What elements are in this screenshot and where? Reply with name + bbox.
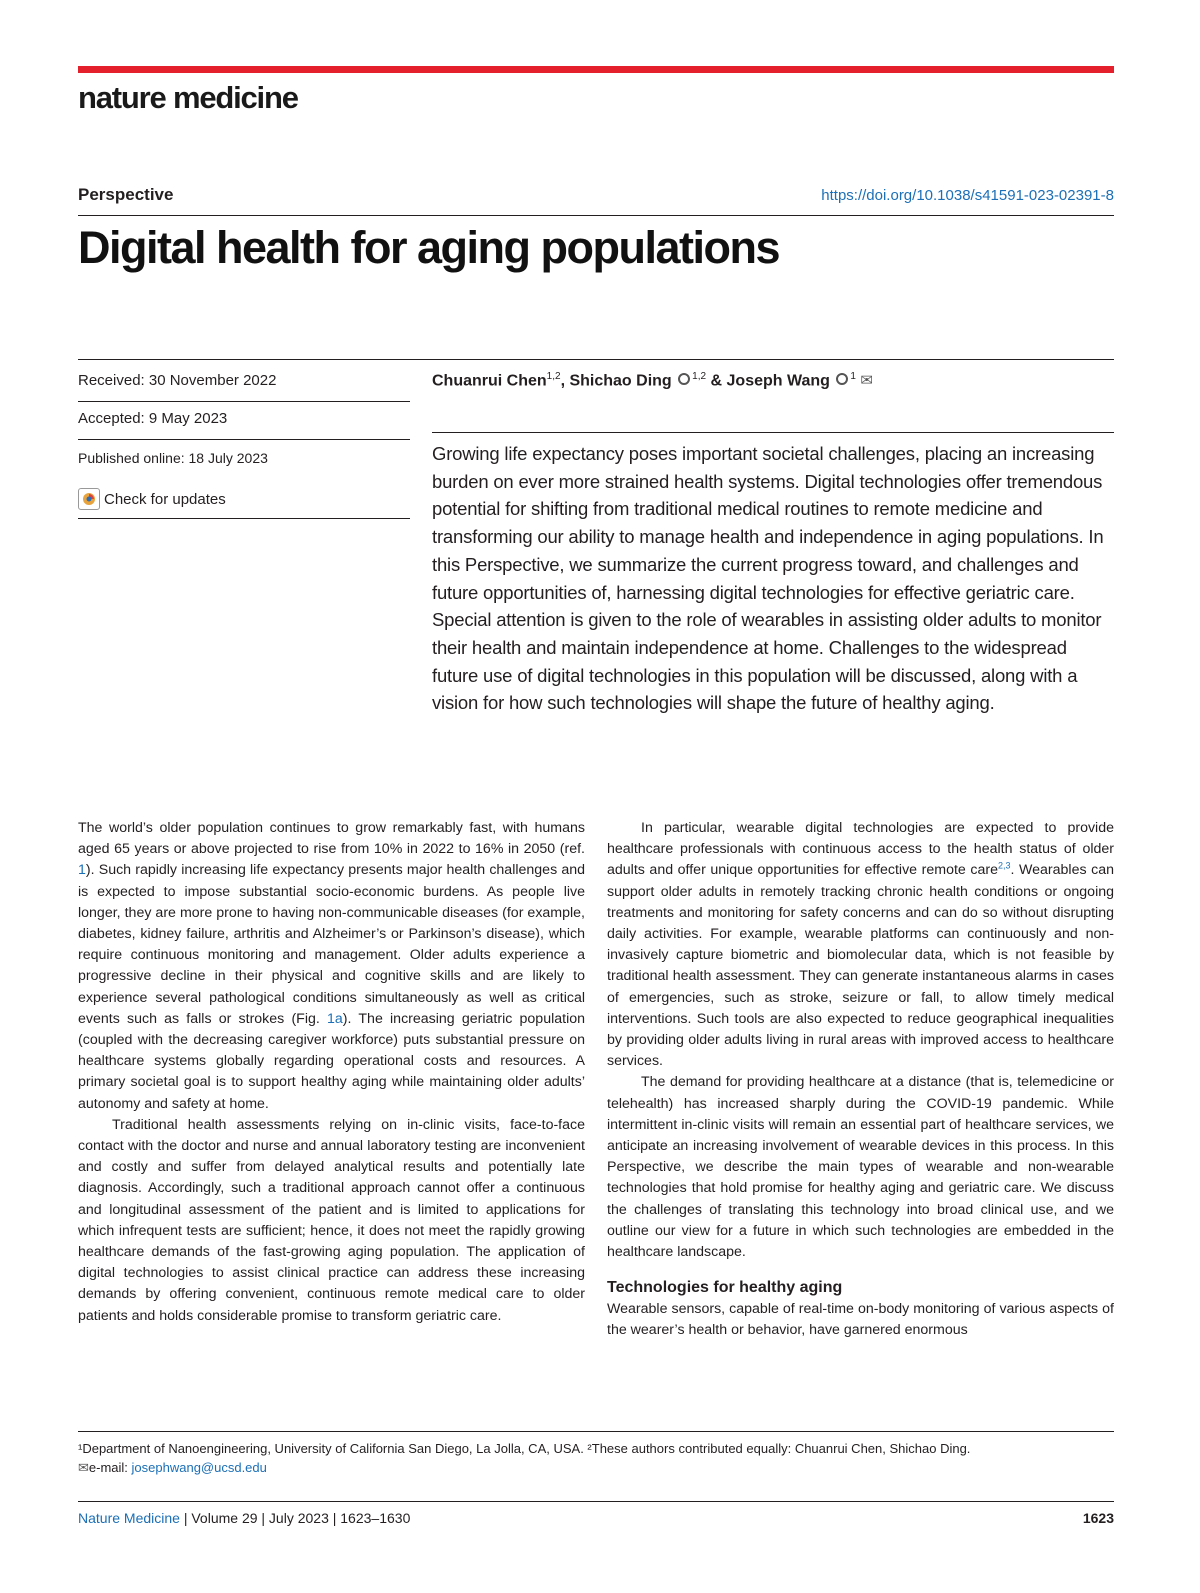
body-text: In particular, wearable digital technologies are expected to provide healthcare professionals with continuous access to the health status of older adults and offer unique opportunities for effective remote care bbox=[607, 820, 1114, 879]
abstract: Growing life expectancy poses important societal challenges, placing an increasing burden on ever more strained health systems. Digital technologies offer tremendous potential for shifting from traditional medical routines to remote medicine and transforming our ability to manage health and independence in aging populations. In this Perspective, we summarize the current progress toward, and challenges and future opportunities of, harnessing digital technologies for effective geriatric care. Special attention is given to the role of wearables in assisting older adults to monitor their health and maintain independence at home. Challenges to the widespread future use of digital technologies in this population will be discussed, along with a vision for how such technologies will shape the future of healthy aging. bbox=[432, 443, 1104, 714]
check-updates-label: Check for updates bbox=[104, 490, 226, 508]
article-category: Perspective bbox=[78, 185, 174, 204]
article-title: Digital health for aging populations bbox=[78, 222, 779, 273]
divider bbox=[78, 359, 1114, 360]
running-footer bbox=[78, 1510, 410, 1526]
body-column-right bbox=[607, 818, 1114, 1342]
received-date: Received: 30 November 2022 bbox=[78, 372, 277, 389]
body-paragraph: The demand for providing healthcare at a distance (that is, telemedicine or telehealth) has increased sharply during the COVID-19 pandemic. While intermittent in-clinic visits will remain an essential part of healthcare services, we anticipate an increasing involvement of wearable devices in this process. In this Perspective, we describe the main types of wearable and non-wearable technologies that hold promise for healthy aging and geriatric care. We discuss the challenges of translating this technology into broad clinical use, and we outline our view for a future in which such technologies are embedded in the healthcare landscape. bbox=[607, 1074, 1114, 1261]
divider bbox=[78, 1501, 1114, 1502]
author-separator: & bbox=[706, 372, 727, 390]
reference-link[interactable]: 1 bbox=[78, 862, 86, 879]
published-date: Published online: 18 July 2023 bbox=[78, 450, 268, 466]
body-text: ). The increasing geriatric population (coupled with the decreasing caregiver workforce) puts substantial pressure on healthcare systems globally regarding operational costs and resources. A primary societal goal is to support healthy aging while maintaining older adults’ autonomy and safety at home. bbox=[78, 1010, 586, 1112]
footer-citation: | Volume 29 | July 2023 | 1623–1630 bbox=[179, 1510, 411, 1526]
orcid-icon[interactable] bbox=[836, 373, 848, 385]
body-text: The world’s older population continues to grow remarkably fast, with humans aged 65 years or above projected to rise from 10% in 2022 to 16% in 2050 (ref. bbox=[78, 820, 585, 858]
author-affiliation: 1,2 bbox=[692, 371, 707, 382]
accepted-date: Accepted: 9 May 2023 bbox=[78, 410, 228, 427]
orcid-icon[interactable] bbox=[678, 373, 690, 385]
body-paragraph: Wearable sensors, capable of real-time on-body monitoring of various aspects of the wearer’s health or behavior, have garnered enormous bbox=[607, 1301, 1114, 1339]
affiliation-note: ¹Department of Nanoengineering, University of California San Diego, La Jolla, CA, USA. ²These authors contributed equally: Chuanrui Chen, Shichao Ding. bbox=[78, 1441, 971, 1456]
figure-link[interactable]: 1a bbox=[327, 1010, 343, 1027]
check-updates-icon bbox=[78, 488, 100, 510]
author-name[interactable]: Joseph Wang bbox=[726, 372, 830, 390]
mail-icon[interactable]: ✉ bbox=[860, 372, 873, 390]
author-separator: , bbox=[560, 372, 570, 390]
section-heading: Technologies for healthy aging bbox=[607, 1279, 843, 1297]
body-text: . Wearables can support older adults in remotely tracking chronic health conditions or ongoing treatments and monitoring for safety concerns and can do so without disrupting daily activities. For example, wearable platforms can continuously and non-invasively capture biometric and biomolecular data, which is not feasible by traditional health assessment. They can generate instantaneous alarms in cases of emergencies, such as stroke, seizure or fall, to allow timely medical interventions. Such tools are also expected to reduce geographical inequalities by providing older adults living in rural areas with improved access to healthcare services. bbox=[607, 862, 1114, 1070]
divider bbox=[78, 215, 1114, 216]
author-name[interactable]: Shichao Ding bbox=[569, 372, 672, 390]
email-link[interactable]: josephwang@ucsd.edu bbox=[131, 1460, 267, 1475]
divider bbox=[432, 432, 1114, 433]
journal-brand-bar bbox=[78, 66, 1114, 73]
footer-journal-name[interactable]: Nature Medicine bbox=[78, 1510, 180, 1526]
author-list bbox=[432, 371, 873, 390]
body-paragraph: Traditional health assessments relying on in-clinic visits, face-to-face contact with the doctor and nurse and annual laboratory testing are inconvenient and costly and suffer from delayed analytical results and potentially late diagnosis. Accordingly, such a traditional approach cannot offer a continuous and longitudinal assessment of the patient and is limited to applications for which infrequent tests are sufficient; hence, it does not meet the rapidly growing healthcare demands of the fast-growing aging population. The application of digital technologies to assist clinical practice can address these increasing demands by offering convenient, continuous remote medical care to older patients and holds considerable promise to transform geriatric care. bbox=[78, 1116, 585, 1324]
divider bbox=[78, 401, 410, 402]
email-label: e-mail: bbox=[88, 1460, 132, 1475]
mail-icon: ✉ bbox=[78, 1460, 89, 1475]
author-affiliation: 1,2 bbox=[546, 371, 561, 382]
reference-link[interactable]: 2,3 bbox=[997, 860, 1011, 871]
body-text: ). Such rapidly increasing life expectancy presents major health challenges and is expected to impose substantial socio-economic burdens. As people live longer, they are more prone to having non-communicable diseases (for example, diabetes, kidney failure, arthritis and Alzheimer’s or Parkinson’s disease), which require continuous monitoring and management. Older adults experience a progressive decline in their physical and cognitive skills and are likely to experience several pathological conditions simultaneously as well as critical events such as falls or strokes (Fig. bbox=[78, 862, 585, 1027]
correspondence-email bbox=[78, 1460, 267, 1476]
doi-link[interactable]: https://doi.org/10.1038/s41591-023-02391-8 bbox=[821, 187, 1114, 204]
divider bbox=[78, 518, 410, 519]
body-paragraph bbox=[607, 818, 1114, 1072]
check-updates-button[interactable] bbox=[78, 488, 410, 510]
author-name[interactable]: Chuanrui Chen bbox=[432, 372, 547, 390]
author-affiliation: 1 bbox=[850, 371, 856, 382]
journal-name: nature medicine bbox=[78, 80, 298, 115]
body-paragraph bbox=[78, 818, 585, 1115]
body-column-left bbox=[78, 818, 585, 1327]
page-number: 1623 bbox=[1082, 1510, 1114, 1526]
divider bbox=[78, 439, 410, 440]
divider bbox=[78, 1431, 1114, 1432]
